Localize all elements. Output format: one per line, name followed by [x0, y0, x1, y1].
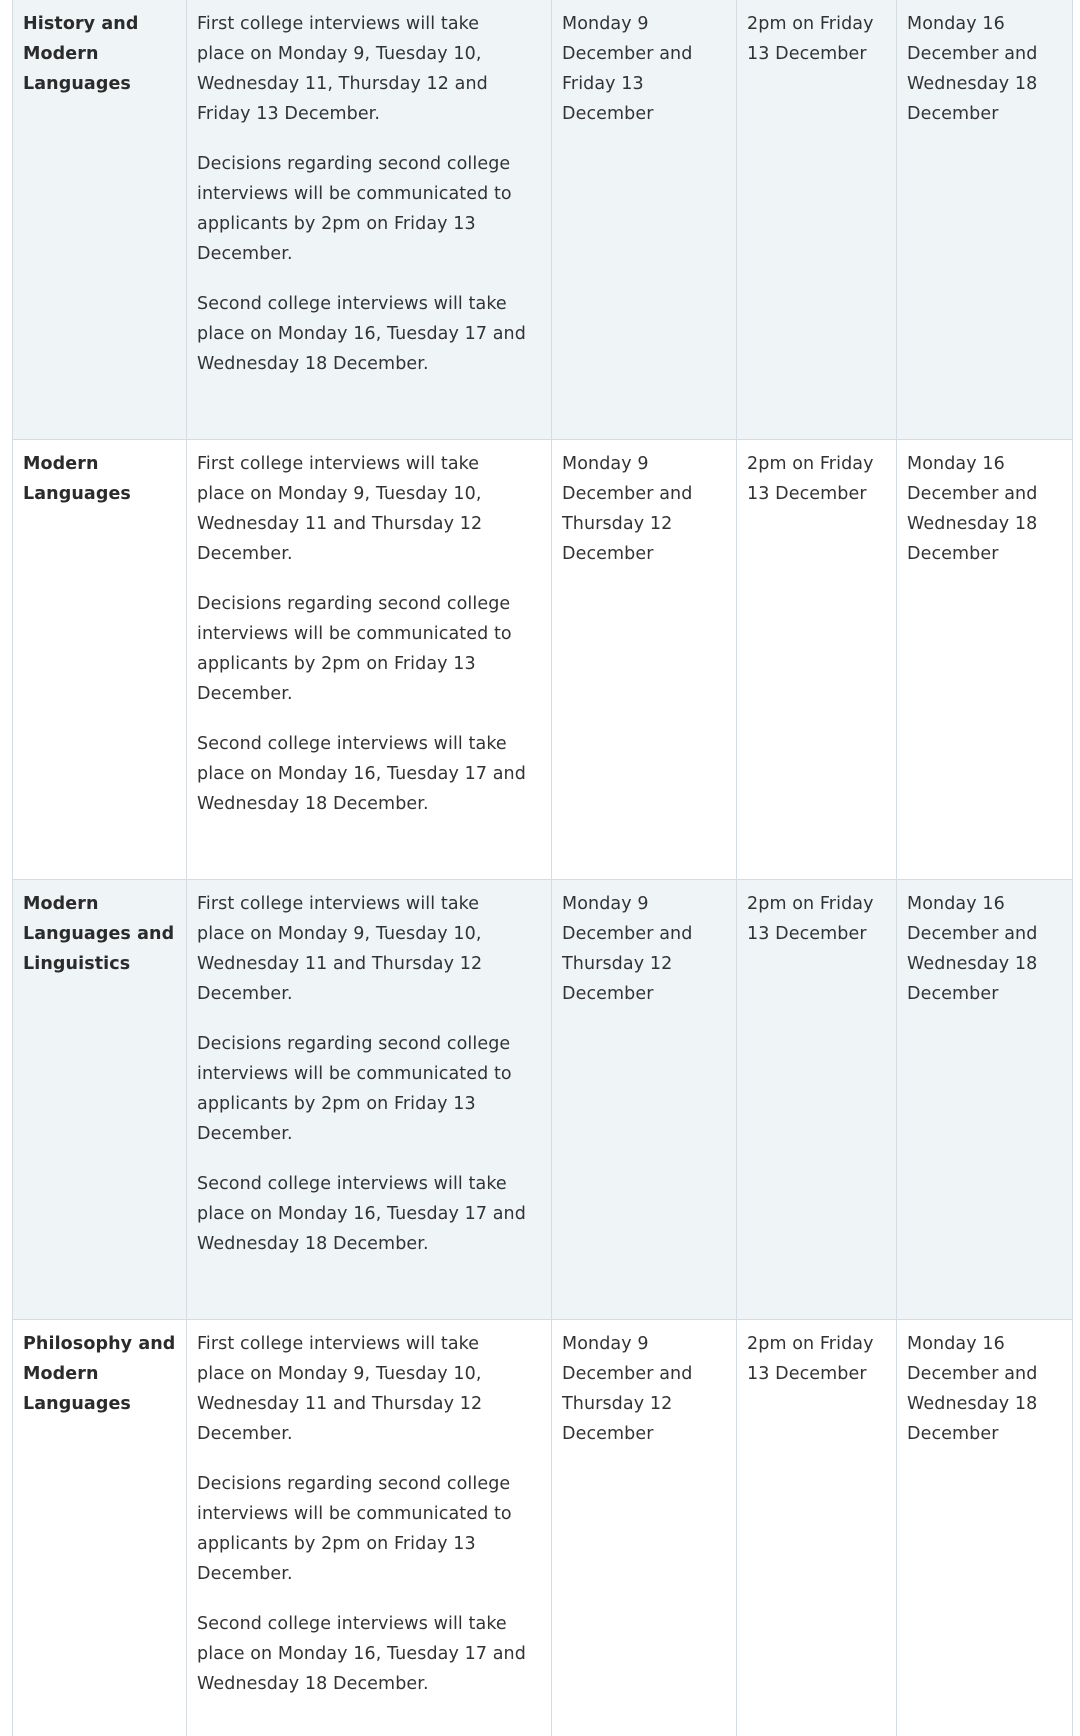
interview-details-cell [187, 0, 552, 440]
second-interviews-text: Second college interviews will take place on Monday 16, Tuesday 17 and Wednesday 18 December. [197, 1614, 526, 1694]
first-interviews-text: First college interviews will take place on Monday 9, Tuesday 10, Wednesday 11 and Thursday 12 December. [197, 894, 483, 1004]
first-interview-dates-cell: Monday 9 December and Thursday 12 December [552, 880, 737, 1320]
interview-details-cell [187, 440, 552, 880]
decisions-text: Decisions regarding second college interviews will be communicated to applicants by 2pm on Friday 13 December. [197, 154, 512, 264]
table-row [13, 880, 1073, 1320]
decisions-text: Decisions regarding second college interviews will be communicated to applicants by 2pm on Friday 13 December. [197, 594, 512, 704]
first-interview-dates-cell: Monday 9 December and Thursday 12 December [552, 440, 737, 880]
table-row [13, 1320, 1073, 1736]
interview-details-cell [187, 880, 552, 1320]
decision-time-cell: 2pm on Friday 13 December [737, 1320, 897, 1736]
decision-time-cell: 2pm on Friday 13 December [737, 440, 897, 880]
subject-cell: History and Modern Languages [13, 0, 187, 440]
second-interviews-text: Second college interviews will take place on Monday 16, Tuesday 17 and Wednesday 18 December. [197, 1174, 526, 1254]
second-interview-dates-cell: Monday 16 December and Wednesday 18 December [897, 0, 1073, 440]
decisions-text: Decisions regarding second college interviews will be communicated to applicants by 2pm on Friday 13 December. [197, 1034, 512, 1144]
subject-cell: Modern Languages [13, 440, 187, 880]
interview-details-cell [187, 1320, 552, 1736]
first-interview-dates-cell: Monday 9 December and Thursday 12 December [552, 1320, 737, 1736]
first-interviews-text: First college interviews will take place on Monday 9, Tuesday 10, Wednesday 11, Thursday 12 and Friday 13 December. [197, 14, 488, 124]
table-row [13, 0, 1073, 440]
table-row [13, 440, 1073, 880]
second-interviews-text: Second college interviews will take place on Monday 16, Tuesday 17 and Wednesday 18 December. [197, 734, 526, 814]
first-interviews-text: First college interviews will take place on Monday 9, Tuesday 10, Wednesday 11 and Thursday 12 December. [197, 1334, 483, 1444]
first-interviews-text: First college interviews will take place on Monday 9, Tuesday 10, Wednesday 11 and Thursday 12 December. [197, 454, 483, 564]
first-interview-dates-cell: Monday 9 December and Friday 13 December [552, 0, 737, 440]
subject-cell: Modern Languages and Linguistics [13, 880, 187, 1320]
decisions-text: Decisions regarding second college interviews will be communicated to applicants by 2pm on Friday 13 December. [197, 1474, 512, 1584]
second-interview-dates-cell: Monday 16 December and Wednesday 18 December [897, 440, 1073, 880]
second-interview-dates-cell: Monday 16 December and Wednesday 18 December [897, 880, 1073, 1320]
second-interviews-text: Second college interviews will take place on Monday 16, Tuesday 17 and Wednesday 18 December. [197, 294, 526, 374]
interview-schedule-table [12, 0, 1073, 1736]
subject-cell: Philosophy and Modern Languages [13, 1320, 187, 1736]
second-interview-dates-cell: Monday 16 December and Wednesday 18 December [897, 1320, 1073, 1736]
decision-time-cell: 2pm on Friday 13 December [737, 0, 897, 440]
decision-time-cell: 2pm on Friday 13 December [737, 880, 897, 1320]
